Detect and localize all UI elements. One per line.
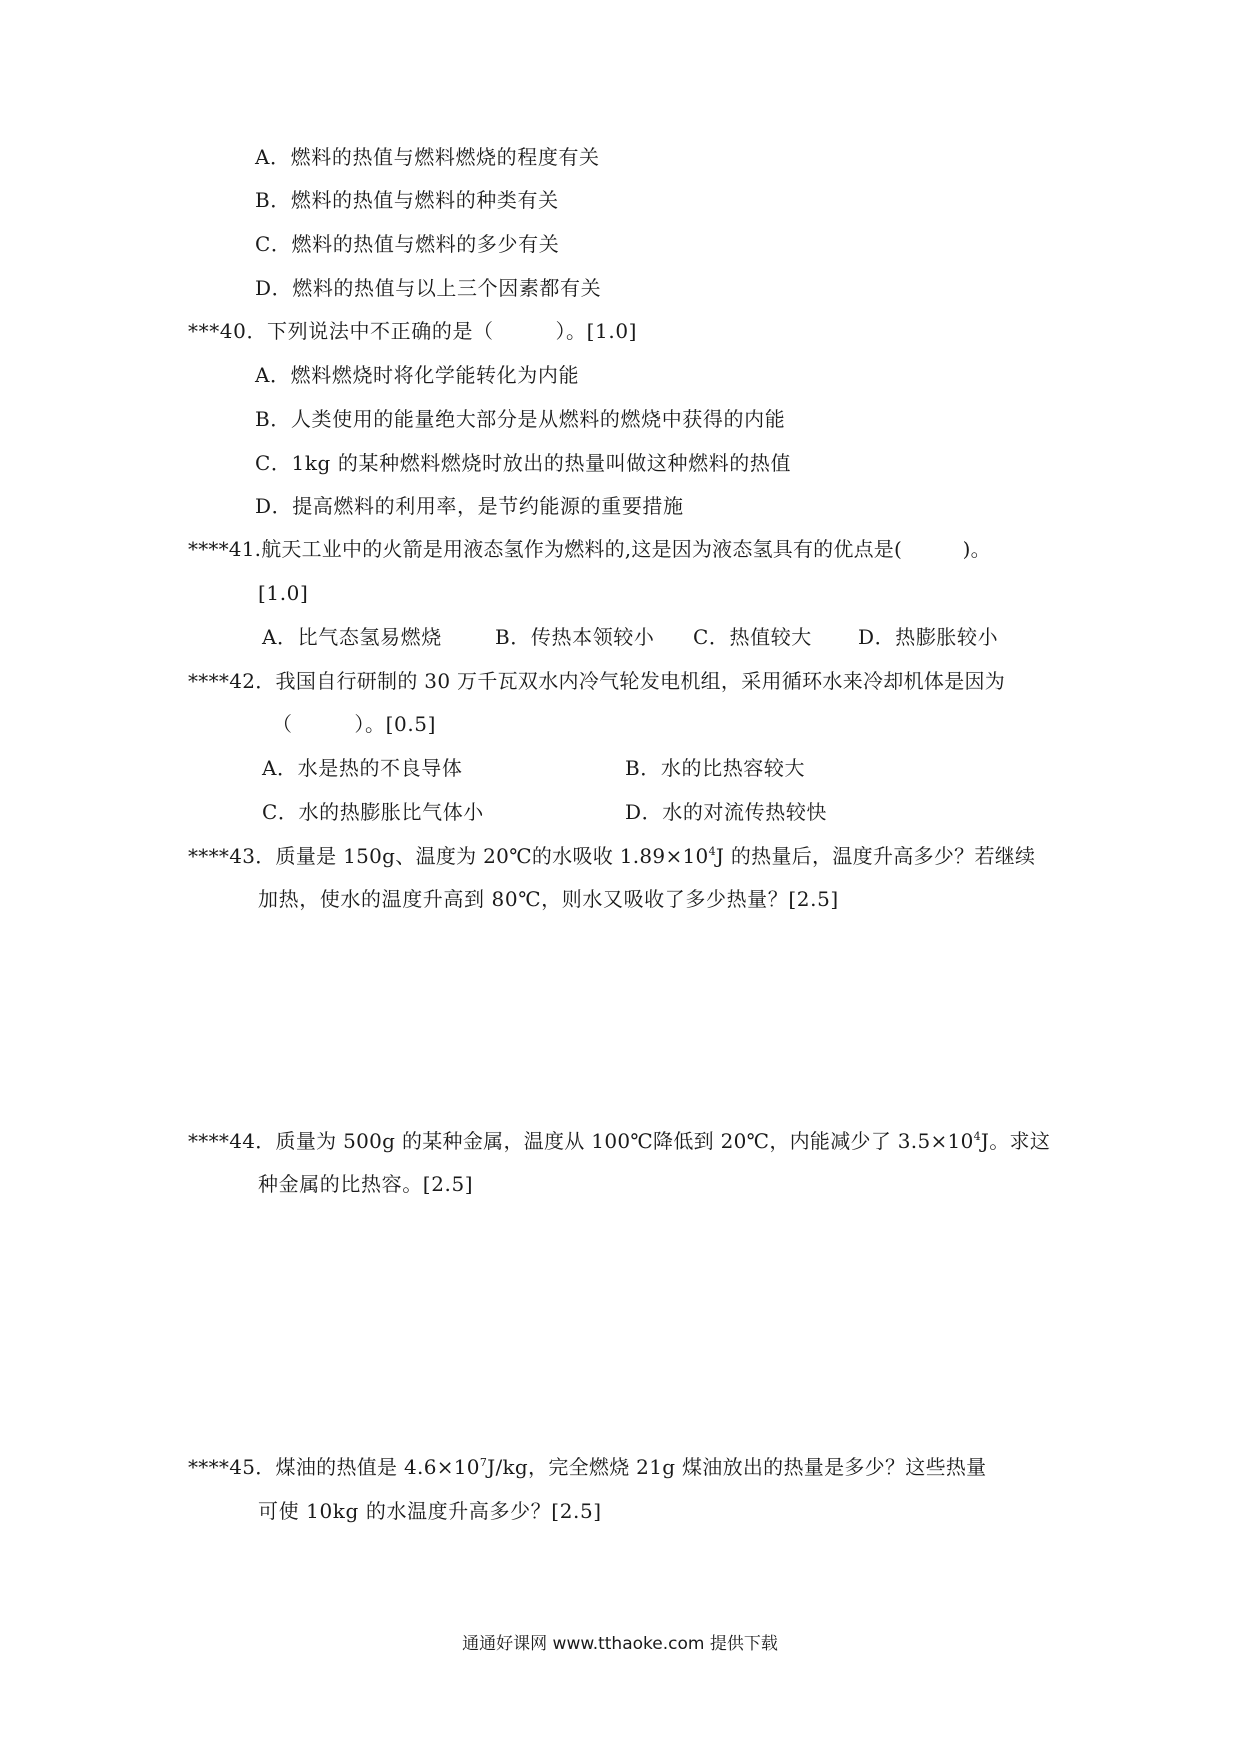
q41-stem-continued: [1.0] bbox=[258, 581, 309, 605]
page-footer: 通通好课网 www.tthaoke.com 提供下载 bbox=[462, 1634, 778, 1654]
q44-stem: ****44．质量为 500g 的某种金属，温度从 100℃降低到 20℃，内能减少了 $3.5\times 10^4J$。求这 bbox=[188, 1129, 1051, 1153]
q40-option-d: D．提高燃料的利用率，是节约能源的重要措施 bbox=[255, 494, 684, 518]
q41-option-d: D．热膨胀较小 bbox=[858, 625, 999, 649]
q43-stem: ****43．质量是 150g、温度为 20℃的水吸收 $1.89\times 10^4J$ 的热量后，温度升高多少？若继续 bbox=[188, 844, 1036, 868]
q43-stem-continued: 加热，使水的温度升高到 80℃，则水又吸收了多少热量？[2.5] bbox=[258, 887, 839, 911]
q41-option-b: B．传热本领较小 bbox=[495, 625, 655, 649]
q42-option-c: C．水的热膨胀比气体小 bbox=[262, 800, 484, 824]
q45-stem-continued: 可使 10kg 的水温度升高多少？[2.5] bbox=[258, 1499, 602, 1523]
q42-stem: ****42．我国自行研制的 30 万千瓦双水内冷气轮发电机组，采用循环水来冷却机体是因为 bbox=[188, 669, 1006, 693]
q42-option-b: B．水的比热容较大 bbox=[625, 756, 806, 780]
q39-option-c: C．燃料的热值与燃料的多少有关 bbox=[255, 232, 560, 256]
q42-stem-continued: （ ）。[0.5] bbox=[272, 712, 437, 736]
q41-option-c: C．热值较大 bbox=[693, 625, 812, 649]
q39-option-d: D．燃料的热值与以上三个因素都有关 bbox=[255, 276, 602, 300]
q40-option-a: A．燃料燃烧时将化学能转化为内能 bbox=[255, 363, 580, 387]
q42-option-d: D．水的对流传热较快 bbox=[625, 800, 828, 824]
q40-stem: ***40．下列说法中不正确的是（ ）。[1.0] bbox=[188, 319, 638, 343]
q41-stem: ****41.航天工业中的火箭是用液态氢作为燃料的,这是因为液态氢具有的优点是( )。 bbox=[188, 537, 991, 561]
q45-stem: ****45．煤油的热值是 $4.6\times 10^7J/kg$，完全燃烧 21g 煤油放出的热量是多少？这些热量 bbox=[188, 1455, 987, 1479]
q42-option-a: A．水是热的不良导体 bbox=[262, 756, 463, 780]
q40-option-b: B．人类使用的能量绝大部分是从燃料的燃烧中获得的内能 bbox=[255, 407, 786, 431]
q44-stem-continued: 种金属的比热容。[2.5] bbox=[258, 1172, 474, 1196]
q41-option-a: A．比气态氢易燃烧 bbox=[262, 625, 442, 649]
q40-option-c: C．1kg 的某种燃料燃烧时放出的热量叫做这种燃料的热值 bbox=[255, 451, 792, 475]
q39-option-b: B．燃料的热值与燃料的种类有关 bbox=[255, 188, 559, 212]
q39-option-a: A．燃料的热值与燃料燃烧的程度有关 bbox=[255, 145, 600, 169]
